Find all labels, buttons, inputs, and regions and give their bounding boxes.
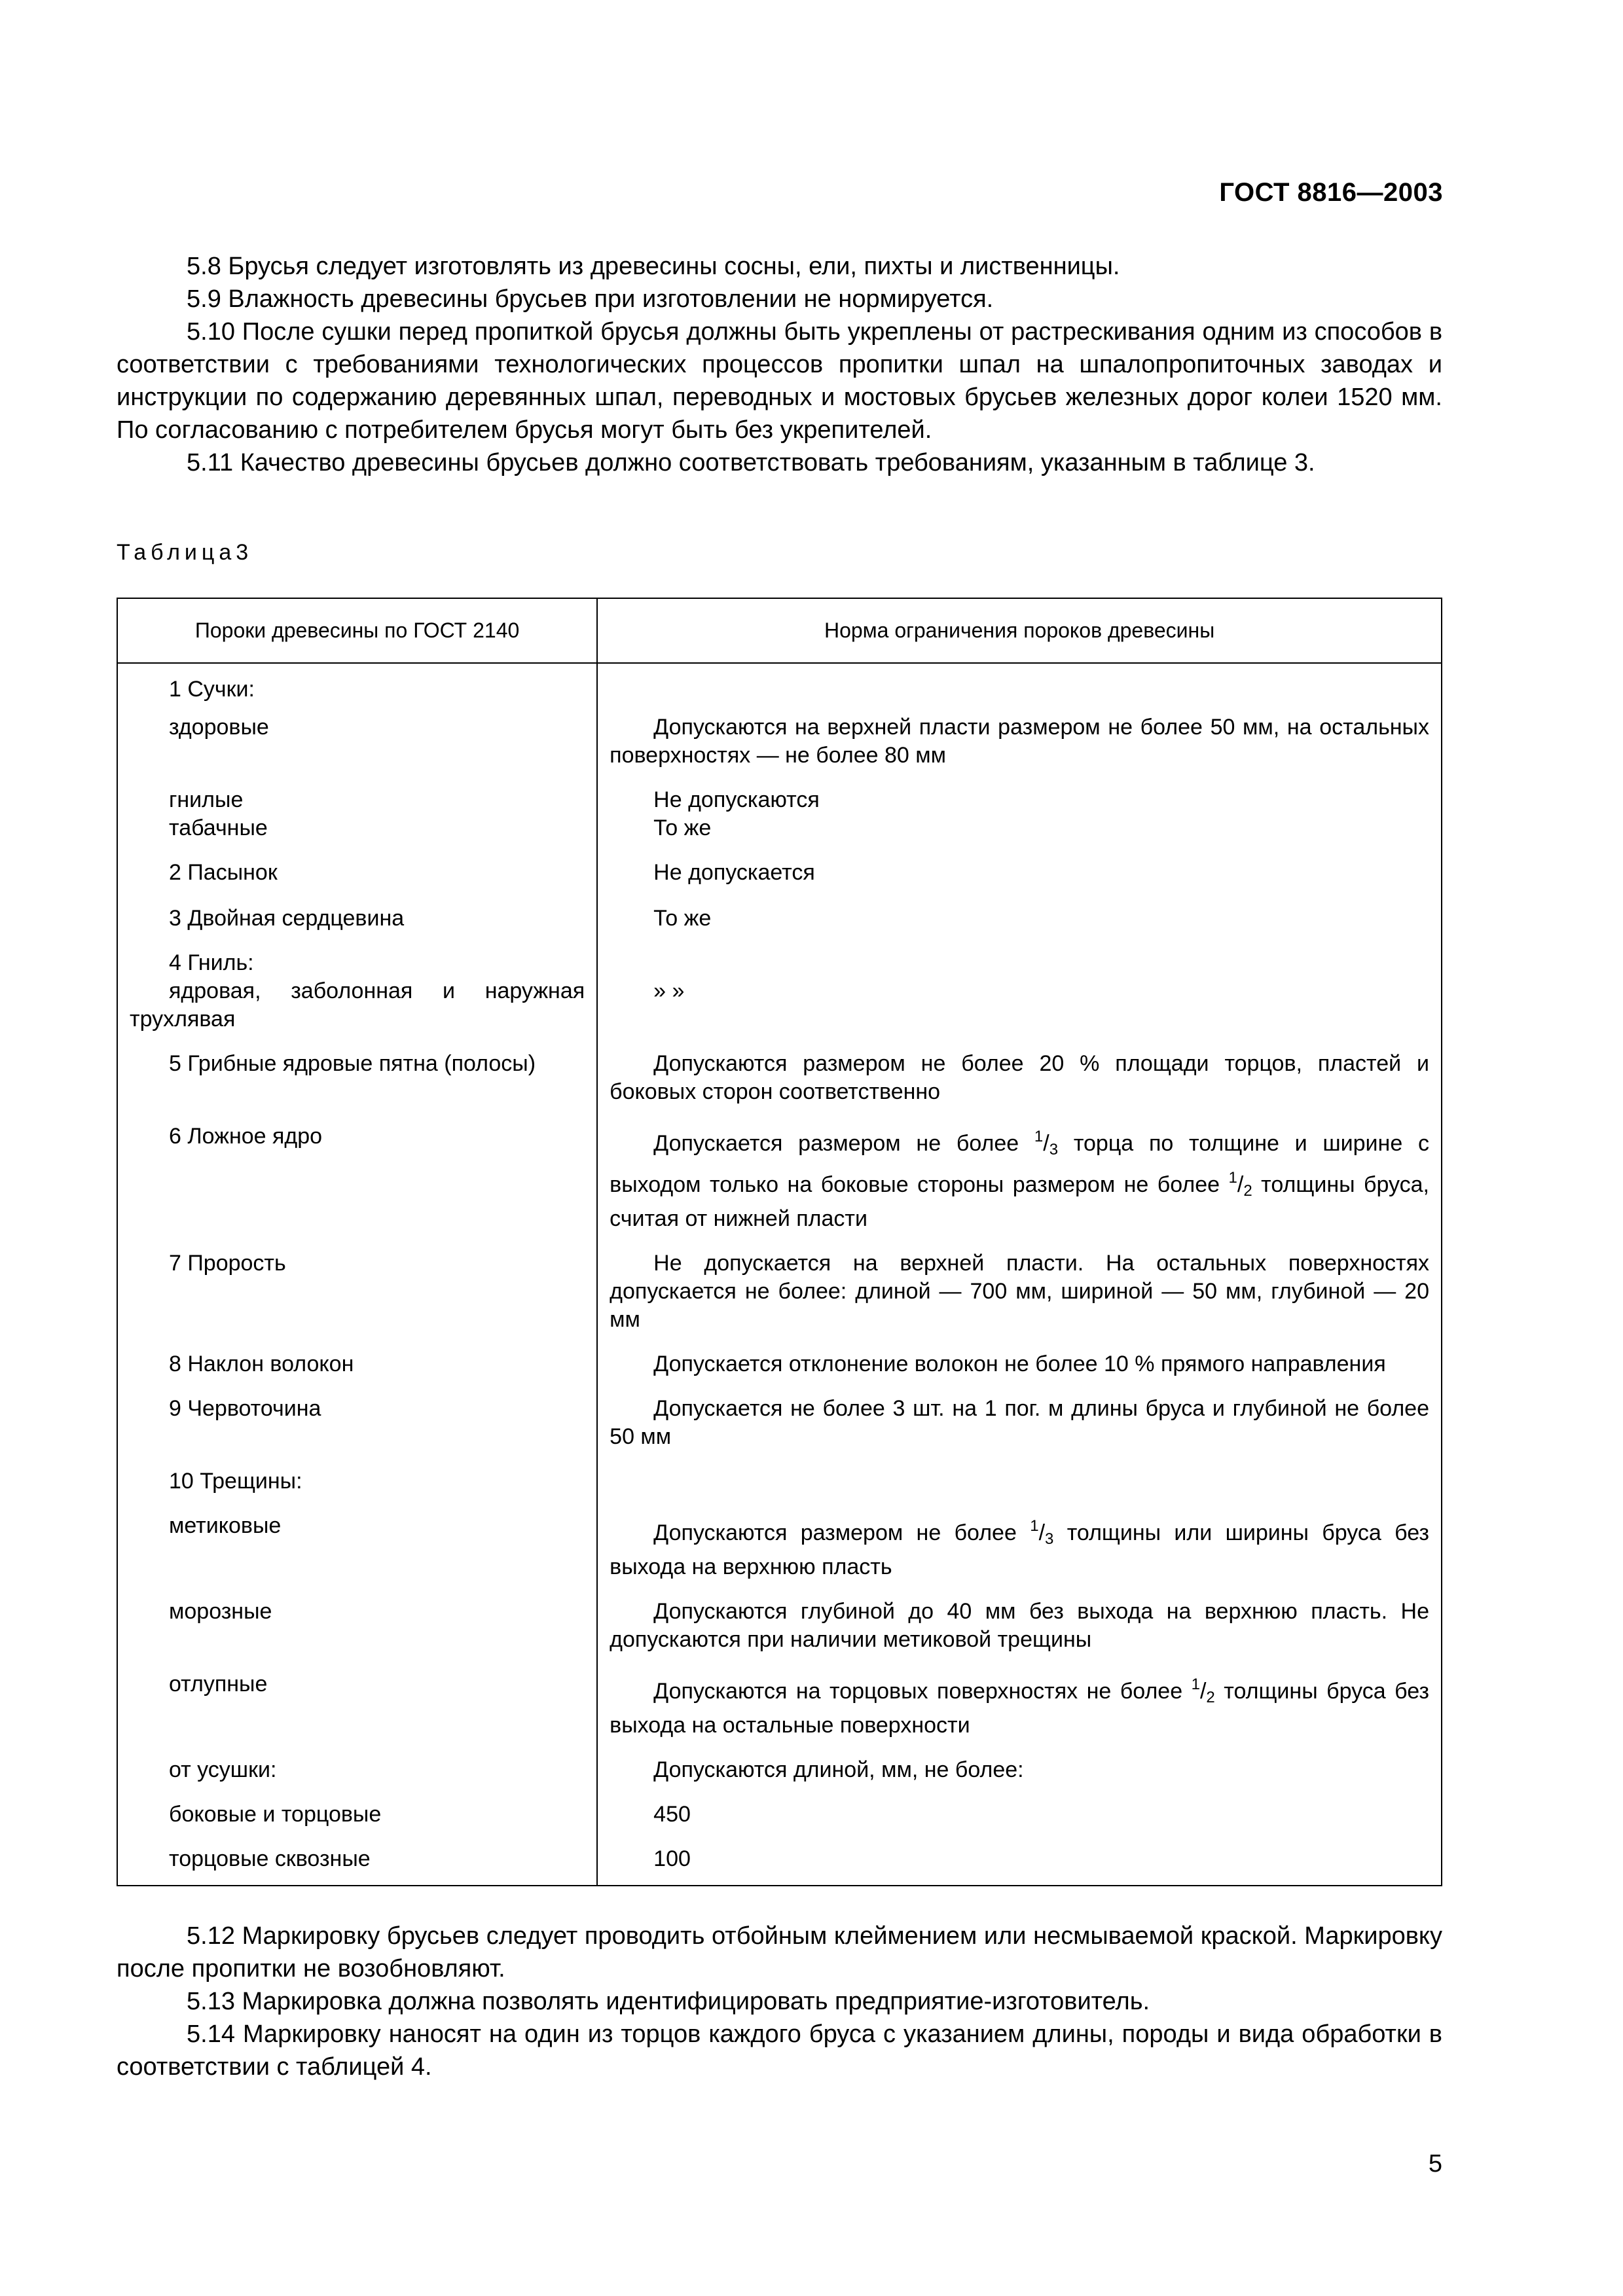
page-number: 5 — [1428, 2150, 1442, 2178]
table-row — [117, 1581, 1442, 1654]
defect-cell: 6 Ложное ядро — [117, 1106, 597, 1233]
paragraph-text: 5.12 Маркировку брусьев следует проводить отбойным клеймением или несмываемой краской. Маркировку после пропитки не возобновляют. — [117, 1922, 1442, 1982]
norm-cell — [597, 842, 1442, 887]
norm-fragment: Допускаются на торцовых поверхностях не более — [653, 1679, 1192, 1704]
norm-cell — [597, 663, 1442, 713]
fraction-numerator: 1 — [1228, 1169, 1237, 1187]
defect-text: 4 Гниль: — [169, 950, 254, 975]
defect-cell: морозные — [117, 1581, 597, 1654]
norm-cell — [597, 780, 1442, 842]
table-row — [117, 933, 1442, 1033]
table-row — [117, 1334, 1442, 1378]
fraction-numerator: 1 — [1034, 1128, 1044, 1145]
defect-cell: боковые и торцовые — [117, 1784, 597, 1829]
norm-cell — [597, 1378, 1442, 1451]
norm-text: » » — [653, 978, 685, 1003]
defect-text: ядровая, заболонная и наружная трухлявая — [130, 978, 585, 1031]
defect-cell — [117, 933, 597, 1033]
norm-text: Допускаются глубиной до 40 мм без выхода на верхнюю пласть. Не допускаются при наличии метиковой трещины — [610, 1599, 1429, 1652]
norm-fragment: толщины бруса без выхода на остальные поверхности — [610, 1679, 1429, 1738]
defect-text: табачные — [169, 816, 268, 840]
norm-cell — [597, 713, 1442, 780]
norm-text: Не допускается на верхней пласти. На остальных поверхностях допускается не более: длиной — 700 мм, шириной — 50 мм, глубиной — 20 мм — [610, 1251, 1429, 1332]
norm-text: То же — [653, 816, 712, 840]
defect-cell: 5 Грибные ядровые пятна (полосы) — [117, 1033, 597, 1106]
paragraph-text: 5.11 Качество древесины брусьев должно соответствовать требованиям, указанным в таблице 3. — [187, 449, 1315, 476]
norm-text: Допускаются размером не более $^1/_3$ толщины или ширины бруса без выхода на верхнюю пласть — [610, 1517, 1430, 1579]
defect-cell: здоровые — [117, 713, 597, 780]
norm-text: Допускаются на верхней пласти размером не более 50 мм, на остальных поверхностях — не более 80 мм — [610, 715, 1429, 768]
column-header-defects: Пороки древесины по ГОСТ 2140 — [117, 598, 597, 663]
table-row — [117, 713, 1442, 780]
defect-cell: 7 Прорость — [117, 1233, 597, 1334]
norm-cell — [597, 1581, 1442, 1654]
table-row — [117, 1740, 1442, 1784]
fraction-denominator: 2 — [1206, 1689, 1215, 1706]
paragraph-text: 5.9 Влажность древесины брусьев при изготовлении не нормируется. — [187, 285, 994, 313]
paragraph-5-14 — [117, 2018, 1442, 2083]
table-row — [117, 1233, 1442, 1334]
table-row — [117, 1378, 1442, 1451]
norm-cell — [597, 1654, 1442, 1740]
norm-text: 100 — [653, 1846, 691, 1871]
norm-fragment: толщины или ширины бруса без выхода на верхнюю пласть — [610, 1520, 1430, 1579]
norm-cell — [597, 1106, 1442, 1233]
norm-cell — [597, 1451, 1442, 1496]
table-row — [117, 1829, 1442, 1886]
norm-text: Допускаются длиной, мм, не более: — [653, 1757, 1024, 1782]
norm-text: Не допускается — [653, 860, 815, 885]
document-header: ГОСТ 8816—2003 — [1219, 178, 1443, 207]
norm-text: 450 — [653, 1802, 691, 1827]
norm-text: Допускается не более 3 шт. на 1 пог. м длины бруса и глубиной не более 50 мм — [610, 1396, 1429, 1449]
norm-text: Допускаются на торцовых поверхностях не более $^1/_2$ толщины бруса без выхода на остальные поверхности — [610, 1676, 1429, 1738]
table-row — [117, 1654, 1442, 1740]
norm-cell — [597, 933, 1442, 1033]
paragraph-text: 5.14 Маркировку наносят на один из торцов каждого бруса с указанием длины, породы и вида обработки в соответствии с таблицей 4. — [117, 2020, 1442, 2081]
norm-text: Допускается размером не более $^1/_3$ торца по толщине и ширине с выходом только на боковые стороны размером не более $^1/_2$ толщины бруса, считая от нижней пласти — [610, 1128, 1429, 1231]
table-row — [117, 842, 1442, 887]
defect-text: гнилые — [169, 787, 244, 812]
defect-cell: 3 Двойная сердцевина — [117, 887, 597, 933]
table-row — [117, 1784, 1442, 1829]
norm-cell — [597, 887, 1442, 933]
norm-fragment: Допускаются размером не более — [653, 1520, 1030, 1545]
defect-cell: торцовые сквозные — [117, 1829, 597, 1886]
fraction-numerator: 1 — [1030, 1517, 1039, 1535]
fraction-denominator: 3 — [1045, 1530, 1054, 1548]
paragraph-text: 5.10 После сушки перед пропиткой брусья должны быть укреплены от растрескивания одним из способов в соответствии с требованиями технологических процессов пропитки шпал на шпалопропиточных заводах и инструкции по содержанию деревянных шпал, переводных и мостовых брусьев железных дорог колеи 1520 мм. По согласованию с потребителем брусья могут быть без укрепителей. — [117, 318, 1442, 444]
table-row — [117, 1033, 1442, 1106]
defect-cell: 10 Трещины: — [117, 1451, 597, 1496]
table-header-row — [117, 598, 1442, 663]
norm-fragment: торца по толщине и ширине с выходом только на боковые стороны размером не более — [610, 1131, 1429, 1197]
paragraph-text: 5.13 Маркировка должна позволять идентифицировать предприятие-изготовитель. — [187, 1988, 1150, 2015]
paragraph-5-9 — [117, 283, 1442, 315]
defects-table — [117, 598, 1442, 1886]
norm-fragment: Допускается размером не более — [653, 1131, 1034, 1156]
paragraph-5-10 — [117, 315, 1442, 446]
defect-cell: от усушки: — [117, 1740, 597, 1784]
defect-cell — [117, 780, 597, 842]
paragraph-5-13 — [117, 1985, 1442, 2018]
table-row — [117, 887, 1442, 933]
defect-cell: 2 Пасынок — [117, 842, 597, 887]
fraction-denominator: 3 — [1049, 1141, 1059, 1158]
norm-cell — [597, 1496, 1442, 1581]
norm-text: Не допускаются — [653, 787, 820, 812]
norm-cell — [597, 1829, 1442, 1886]
table-row — [117, 1451, 1442, 1496]
defect-cell: метиковые — [117, 1496, 597, 1581]
norm-cell — [597, 1334, 1442, 1378]
paragraph-5-8 — [117, 250, 1442, 283]
fraction-numerator: 1 — [1191, 1676, 1200, 1693]
paragraph-5-11 — [117, 446, 1442, 479]
defect-cell: 8 Наклон волокон — [117, 1334, 597, 1378]
norm-cell — [597, 1740, 1442, 1784]
paragraph-5-12 — [117, 1920, 1442, 1985]
norm-text: Допускается отклонение волокон не более 10 % прямого направления — [653, 1352, 1386, 1376]
norm-text: То же — [653, 906, 712, 931]
table-row — [117, 1106, 1442, 1233]
paragraph-text: 5.8 Брусья следует изготовлять из древесины сосны, ели, пихты и лиственницы. — [187, 253, 1120, 280]
norm-cell — [597, 1233, 1442, 1334]
column-header-norm: Норма ограничения пороков древесины — [597, 598, 1442, 663]
fraction-denominator: 2 — [1243, 1182, 1252, 1200]
defect-cell: 9 Червоточина — [117, 1378, 597, 1451]
norm-text: Допускаются размером не более 20 % площади торцов, пластей и боковых сторон соответственно — [610, 1051, 1429, 1104]
table-row — [117, 663, 1442, 713]
norm-fragment: толщины бруса, считая от нижней пласти — [610, 1172, 1429, 1231]
table-row — [117, 1496, 1442, 1581]
defect-cell: 1 Сучки: — [117, 663, 597, 713]
table-row — [117, 780, 1442, 842]
defect-cell: отлупные — [117, 1654, 597, 1740]
table-caption: Таблица3 — [117, 540, 253, 565]
norm-cell — [597, 1784, 1442, 1829]
norm-cell — [597, 1033, 1442, 1106]
